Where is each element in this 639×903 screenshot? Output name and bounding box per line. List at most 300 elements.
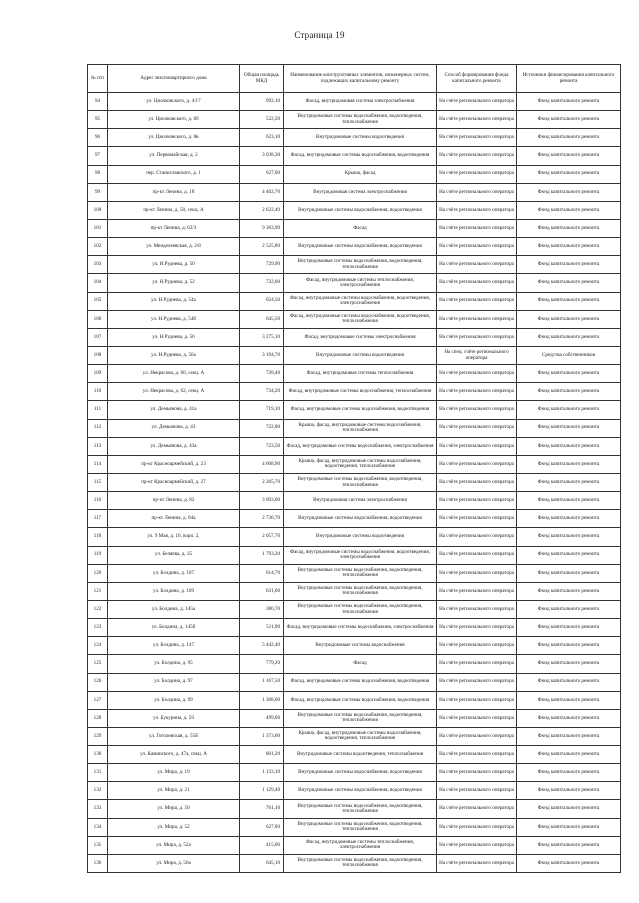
cell-address: ул. Болдина, д. 145а xyxy=(108,600,240,618)
cell-elements: Внутридомовые системы водоснабжения, водоотведения, теплоснабжения xyxy=(284,256,437,274)
cell-elements: Внутридомовые системы водоснабжения, водоотведения, теплоснабжения xyxy=(284,600,437,618)
table-row xyxy=(88,619,621,637)
cell-area: 645,10 xyxy=(240,854,284,872)
table-row xyxy=(88,419,621,437)
cell-address: пр-кт Ленина, д. 82 xyxy=(108,492,240,510)
table-row xyxy=(88,365,621,383)
cell-fund-method: На счёте регионального оператора xyxy=(437,201,517,219)
cell-elements: Внутридомовые системы водоснабжения, водоотведения xyxy=(284,238,437,256)
cell-funding-source: Фонд капитального ремонта xyxy=(517,147,621,165)
cell-funding-source: Фонд капитального ремонта xyxy=(517,437,621,455)
header-area: Общая площадь МКД xyxy=(240,65,284,93)
cell-elements: Фасад, внутридомовые системы электроснабжения xyxy=(284,328,437,346)
cell-elements: Внутридомовые системы водоснабжения, водоотведения, теплоснабжения xyxy=(284,709,437,727)
cell-funding-source: Фонд капитального ремонта xyxy=(517,510,621,528)
cell-funding-source: Фонд капитального ремонта xyxy=(517,782,621,800)
cell-address: пр-кт Красноармейский, д. 27 xyxy=(108,473,240,491)
cell-fund-method: На счёте регионального оператора xyxy=(437,709,517,727)
cell-address: ул. Демьянова, д. 43а xyxy=(108,437,240,455)
cell-area: 5 442,40 xyxy=(240,637,284,655)
cell-address: пер. Станиславского, д. 1 xyxy=(108,165,240,183)
cell-area: 4 608,90 xyxy=(240,455,284,473)
cell-address: ул. Мира, д. 19 xyxy=(108,764,240,782)
cell-area: 801,20 xyxy=(240,746,284,764)
cell-number: 130 xyxy=(88,746,108,764)
cell-address: пр-кт Красноармейский, д. 23 xyxy=(108,455,240,473)
cell-elements: Фасад xyxy=(284,219,437,237)
cell-address: ул. Болдина, д. 107 xyxy=(108,564,240,582)
cell-fund-method: На счёте регионального оператора xyxy=(437,473,517,491)
cell-funding-source: Фонд капитального ремонта xyxy=(517,764,621,782)
cell-fund-method: На счёте регионального оператора xyxy=(437,238,517,256)
cell-number: 132 xyxy=(88,782,108,800)
cell-elements: Фасад, внутридомовые системы водоснабжения, водоотведения xyxy=(284,147,437,165)
cell-funding-source: Фонд капитального ремонта xyxy=(517,201,621,219)
cell-funding-source: Фонд капитального ремонта xyxy=(517,673,621,691)
cell-fund-method: На счёте регионального оператора xyxy=(437,782,517,800)
cell-fund-method: На счёте регионального оператора xyxy=(437,818,517,836)
cell-number: 135 xyxy=(88,836,108,854)
cell-elements: Фасад, внутридомовые системы водоснабжения, водоотведения xyxy=(284,673,437,691)
cell-area: 623,10 xyxy=(240,129,284,147)
cell-address: пр-кт Ленина, д. 18 xyxy=(108,183,240,201)
cell-fund-method: На счёте регионального оператора xyxy=(437,673,517,691)
cell-fund-method: На счёте регионального оператора xyxy=(437,93,517,111)
cell-funding-source: Фонд капитального ремонта xyxy=(517,746,621,764)
table-row xyxy=(88,111,621,129)
table-row xyxy=(88,219,621,237)
cell-number: 124 xyxy=(88,637,108,655)
cell-fund-method: На счёте регионального оператора xyxy=(437,619,517,637)
cell-number: 126 xyxy=(88,673,108,691)
cell-area: 627,80 xyxy=(240,818,284,836)
cell-area: 1 308,60 xyxy=(240,691,284,709)
table-row xyxy=(88,292,621,310)
cell-area: 2 525,80 xyxy=(240,238,284,256)
cell-elements: Крыша, фасад, внутридомовые системы водоснабжения, теплоснабжения xyxy=(284,419,437,437)
cell-funding-source: Фонд капитального ремонта xyxy=(517,854,621,872)
header-elements: Наименование конструктивных элементов, инженерных систем, подлежащих капитальному ремонту xyxy=(284,65,437,93)
cell-elements: Фасад, внутридомовые системы теплоснабжения, электроснабжения xyxy=(284,274,437,292)
cell-funding-source: Фонд капитального ремонта xyxy=(517,383,621,401)
cell-number: 121 xyxy=(88,582,108,600)
cell-funding-source: Фонд капитального ремонта xyxy=(517,219,621,237)
cell-funding-source: Средства собственников xyxy=(517,346,621,364)
table-row xyxy=(88,310,621,328)
cell-fund-method: На счёте регионального оператора xyxy=(437,328,517,346)
cell-area: 779,20 xyxy=(240,655,284,673)
cell-funding-source: Фонд капитального ремонта xyxy=(517,619,621,637)
cell-number: 114 xyxy=(88,455,108,473)
cell-address: ул. Н.Руднева, д. 56 xyxy=(108,328,240,346)
cell-number: 133 xyxy=(88,800,108,818)
cell-elements: Внутридомовые системы водоснабжения, водоотведения, теплоснабжения xyxy=(284,564,437,582)
cell-funding-source: Фонд капитального ремонта xyxy=(517,165,621,183)
cell-fund-method: На счёте регионального оператора xyxy=(437,310,517,328)
cell-elements: Внутридомовая система электроснабжения xyxy=(284,183,437,201)
table-row xyxy=(88,492,621,510)
cell-fund-method: На счёте регионального оператора xyxy=(437,437,517,455)
cell-number: 111 xyxy=(88,401,108,419)
cell-number: 129 xyxy=(88,727,108,745)
cell-address: ул. Циолковского, д. 4/17 xyxy=(108,93,240,111)
cell-elements: Фасад, внутридомовые системы теплоснабжения xyxy=(284,365,437,383)
cell-funding-source: Фонд капитального ремонта xyxy=(517,93,621,111)
cell-number: 127 xyxy=(88,691,108,709)
cell-elements: Крыша, фасад, внутридомовые системы водоснабжения, водоотведения, теплоснабжения xyxy=(284,727,437,745)
cell-fund-method: На счёте регионального оператора xyxy=(437,600,517,618)
cell-address: ул. Каминского, д. 47а, секц. А xyxy=(108,746,240,764)
cell-area: 1 133,10 xyxy=(240,764,284,782)
cell-number: 99 xyxy=(88,183,108,201)
cell-fund-method: На счёте регионального оператора xyxy=(437,655,517,673)
cell-address: ул. Н.Руднева, д. 56а xyxy=(108,346,240,364)
cell-fund-method: На счёте регионального оператора xyxy=(437,274,517,292)
cell-fund-method: На счёте регионального оператора xyxy=(437,401,517,419)
table-row xyxy=(88,746,621,764)
table-row xyxy=(88,147,621,165)
header-number: № п/п xyxy=(88,65,108,93)
table-row xyxy=(88,764,621,782)
cell-address: ул. Н.Руднева, д. 54б xyxy=(108,310,240,328)
cell-number: 103 xyxy=(88,256,108,274)
cell-fund-method: На счёте регионального оператора xyxy=(437,746,517,764)
cell-address: ул. Н.Руднева, д. 50 xyxy=(108,256,240,274)
cell-elements: Фасад, внутридомовые системы водоснабжения, электроснабжения xyxy=(284,437,437,455)
cell-fund-method: На счёте регионального оператора xyxy=(437,528,517,546)
cell-number: 128 xyxy=(88,709,108,727)
cell-fund-method: На счёте регионального оператора xyxy=(437,129,517,147)
cell-elements: Внутридомовые системы водоснабжения xyxy=(284,637,437,655)
table-row xyxy=(88,800,621,818)
repair-table xyxy=(87,64,621,873)
cell-number: 122 xyxy=(88,600,108,618)
cell-elements: Фасад, внутридомовая система электроснабжения xyxy=(284,93,437,111)
cell-address: ул. Некрасова, д. 60, секц. А xyxy=(108,365,240,383)
cell-number: 101 xyxy=(88,219,108,237)
cell-elements: Внутридомовые системы водоснабжения, водоотведения, теплоснабжения xyxy=(284,854,437,872)
cell-funding-source: Фонд капитального ремонта xyxy=(517,473,621,491)
cell-fund-method: На счёте регионального оператора xyxy=(437,691,517,709)
cell-address: ул. Мира, д. 52а xyxy=(108,836,240,854)
cell-area: 3 194,70 xyxy=(240,346,284,364)
cell-address: ул. Букурина, д. 59 xyxy=(108,709,240,727)
cell-area: 2 736,70 xyxy=(240,510,284,528)
cell-funding-source: Фонд капитального ремонта xyxy=(517,582,621,600)
cell-number: 94 xyxy=(88,93,108,111)
cell-elements: Внутридомовые системы водоотведения, теплоснабжения xyxy=(284,746,437,764)
cell-elements: Внутридомовые системы водоснабжения, водоотведения xyxy=(284,201,437,219)
cell-area: 719,10 xyxy=(240,401,284,419)
table-body xyxy=(88,93,621,873)
cell-number: 98 xyxy=(88,165,108,183)
cell-elements: Внутридомовые системы водоснабжения, водоотведения xyxy=(284,510,437,528)
cell-funding-source: Фонд капитального ремонта xyxy=(517,600,621,618)
cell-number: 131 xyxy=(88,764,108,782)
cell-number: 116 xyxy=(88,492,108,510)
cell-fund-method: На счёте регионального оператора xyxy=(437,256,517,274)
cell-fund-method: На счёте регионального оператора xyxy=(437,147,517,165)
cell-area: 722,80 xyxy=(240,419,284,437)
cell-area: 732,60 xyxy=(240,274,284,292)
cell-funding-source: Фонд капитального ремонта xyxy=(517,256,621,274)
cell-address: ул. Циолковского, д. 8б xyxy=(108,111,240,129)
cell-elements: Внутридомовые системы водоотведения xyxy=(284,346,437,364)
cell-address: ул. Н.Руднева, д. 54а xyxy=(108,292,240,310)
cell-fund-method: На счёте регионального оператора xyxy=(437,365,517,383)
table-row xyxy=(88,455,621,473)
cell-funding-source: Фонд капитального ремонта xyxy=(517,328,621,346)
table-row xyxy=(88,528,621,546)
table-row xyxy=(88,129,621,147)
cell-address: ул. Первомайская, д. 2 xyxy=(108,147,240,165)
cell-funding-source: Фонд капитального ремонта xyxy=(517,365,621,383)
cell-area: 499,00 xyxy=(240,709,284,727)
cell-elements: Внутридомовые системы водоотведения xyxy=(284,129,437,147)
cell-elements: Фасад, внутридомовые системы водоснабжения, электроснабжения xyxy=(284,619,437,637)
cell-number: 100 xyxy=(88,201,108,219)
cell-elements: Фасад, внутридомовые системы водоснабжения, водоотведения xyxy=(284,691,437,709)
cell-address: ул. Демьянова, д. 43 xyxy=(108,419,240,437)
cell-area: 614,70 xyxy=(240,564,284,582)
cell-elements: Фасад, внутридомовые системы водоснабжения, теплоснабжения xyxy=(284,383,437,401)
header-fund-method: Способ формирования фонда капитального ремонта xyxy=(437,65,517,93)
cell-number: 123 xyxy=(88,619,108,637)
cell-fund-method: На счёте регионального оператора xyxy=(437,183,517,201)
cell-area: 522,20 xyxy=(240,111,284,129)
table-row xyxy=(88,637,621,655)
cell-fund-method: На счёте регионального оператора xyxy=(437,546,517,564)
cell-area: 4 402,70 xyxy=(240,183,284,201)
cell-fund-method: На счёте регионального оператора xyxy=(437,111,517,129)
cell-address: ул. Мира, д. 56а xyxy=(108,854,240,872)
cell-area: 1 167,50 xyxy=(240,673,284,691)
cell-address: ул. Болдина, д. 145б xyxy=(108,619,240,637)
cell-number: 113 xyxy=(88,437,108,455)
cell-fund-method: На спец. счёте регионального оператора xyxy=(437,346,517,364)
cell-funding-source: Фонд капитального ремонта xyxy=(517,818,621,836)
cell-address: пр-кт Ленина, д. 62/3 xyxy=(108,219,240,237)
cell-elements: Фасад, внутридомовые системы водоснабжения, водоотведения, электроснабжения xyxy=(284,546,437,564)
cell-funding-source: Фонд капитального ремонта xyxy=(517,492,621,510)
cell-fund-method: На счёте регионального оператора xyxy=(437,419,517,437)
table-row xyxy=(88,709,621,727)
cell-funding-source: Фонд капитального ремонта xyxy=(517,655,621,673)
page-title: Страница 19 xyxy=(294,30,345,40)
cell-funding-source: Фонд капитального ремонта xyxy=(517,836,621,854)
cell-fund-method: На счёте регионального оператора xyxy=(437,165,517,183)
cell-address: ул. Менделеевская, д. 2/8 xyxy=(108,238,240,256)
cell-funding-source: Фонд капитального ремонта xyxy=(517,455,621,473)
cell-address: ул. Гоголевская, д. 55Б xyxy=(108,727,240,745)
cell-area: 2 057,70 xyxy=(240,528,284,546)
table-row xyxy=(88,582,621,600)
cell-area: 761,10 xyxy=(240,800,284,818)
cell-address: ул. Мира, д. 21 xyxy=(108,782,240,800)
table-row xyxy=(88,274,621,292)
cell-number: 120 xyxy=(88,564,108,582)
table-row xyxy=(88,691,621,709)
cell-area: 380,70 xyxy=(240,600,284,618)
cell-area: 2 265,70 xyxy=(240,473,284,491)
cell-funding-source: Фонд капитального ремонта xyxy=(517,274,621,292)
cell-funding-source: Фонд капитального ремонта xyxy=(517,310,621,328)
cell-funding-source: Фонд капитального ремонта xyxy=(517,183,621,201)
cell-funding-source: Фонд капитального ремонта xyxy=(517,546,621,564)
cell-funding-source: Фонд капитального ремонта xyxy=(517,401,621,419)
cell-elements: Крыша, фасад, внутридомовые системы водоснабжения, водоотведения, теплоснабжения xyxy=(284,455,437,473)
cell-area: 729,90 xyxy=(240,256,284,274)
cell-number: 104 xyxy=(88,274,108,292)
cell-fund-method: На счёте регионального оператора xyxy=(437,219,517,237)
cell-funding-source: Фонд капитального ремонта xyxy=(517,292,621,310)
table-row xyxy=(88,201,621,219)
cell-address: ул. Болдина, д. 109 xyxy=(108,582,240,600)
cell-area: 734,20 xyxy=(240,383,284,401)
cell-funding-source: Фонд капитального ремонта xyxy=(517,800,621,818)
cell-address: пр-кт Ленина, д. 50, секц. А xyxy=(108,201,240,219)
cell-area: 3 275,10 xyxy=(240,328,284,346)
cell-area: 728,40 xyxy=(240,365,284,383)
cell-number: 125 xyxy=(88,655,108,673)
cell-area: 631,00 xyxy=(240,582,284,600)
cell-number: 105 xyxy=(88,292,108,310)
cell-area: 624,50 xyxy=(240,292,284,310)
table-header-row xyxy=(88,65,621,93)
cell-area: 992,10 xyxy=(240,93,284,111)
table-row xyxy=(88,655,621,673)
cell-funding-source: Фонд капитального ремонта xyxy=(517,419,621,437)
cell-elements: Фасад, внутридомовые системы теплоснабжения, электроснабжения xyxy=(284,836,437,854)
cell-elements: Внутридомовые системы водоснабжения, водоотведения, теплоснабжения xyxy=(284,818,437,836)
cell-elements: Внутридомовые системы водоснабжения, водоотведения, теплоснабжения xyxy=(284,111,437,129)
cell-area: 627,00 xyxy=(240,165,284,183)
cell-fund-method: На счёте регионального оператора xyxy=(437,292,517,310)
cell-area: 1 793,20 xyxy=(240,546,284,564)
cell-fund-method: На счёте регионального оператора xyxy=(437,383,517,401)
cell-address: ул. Беляева, д. 25 xyxy=(108,546,240,564)
cell-area: 723,50 xyxy=(240,437,284,455)
table-row xyxy=(88,473,621,491)
cell-funding-source: Фонд капитального ремонта xyxy=(517,564,621,582)
cell-fund-method: На счёте регионального оператора xyxy=(437,492,517,510)
cell-address: ул. Болдина, д. 147 xyxy=(108,637,240,655)
cell-number: 109 xyxy=(88,365,108,383)
cell-number: 117 xyxy=(88,510,108,528)
table-row xyxy=(88,165,621,183)
cell-fund-method: На счёте регионального оператора xyxy=(437,836,517,854)
table-row xyxy=(88,383,621,401)
cell-address: ул. Некрасова, д. 62, секц. А xyxy=(108,383,240,401)
table-row xyxy=(88,673,621,691)
table-row xyxy=(88,93,621,111)
cell-number: 115 xyxy=(88,473,108,491)
cell-address: ул. Циолковского, д. 8в xyxy=(108,129,240,147)
cell-number: 134 xyxy=(88,818,108,836)
cell-number: 97 xyxy=(88,147,108,165)
cell-funding-source: Фонд капитального ремонта xyxy=(517,129,621,147)
table-row xyxy=(88,437,621,455)
cell-number: 102 xyxy=(88,238,108,256)
cell-fund-method: На счёте регионального оператора xyxy=(437,582,517,600)
cell-area: 415,00 xyxy=(240,836,284,854)
cell-address: ул. Мира, д. 52 xyxy=(108,818,240,836)
table-row xyxy=(88,328,621,346)
cell-fund-method: На счёте регионального оператора xyxy=(437,764,517,782)
cell-elements: Внутридомовая система электроснабжения xyxy=(284,492,437,510)
table-row xyxy=(88,836,621,854)
cell-funding-source: Фонд капитального ремонта xyxy=(517,238,621,256)
table-row xyxy=(88,727,621,745)
cell-address: ул. Мира, д. 50 xyxy=(108,800,240,818)
cell-address: ул. Болдина, д. 99 xyxy=(108,691,240,709)
table-row xyxy=(88,564,621,582)
cell-fund-method: На счёте регионального оператора xyxy=(437,455,517,473)
cell-number: 96 xyxy=(88,129,108,147)
cell-funding-source: Фонд капитального ремонта xyxy=(517,111,621,129)
table-row xyxy=(88,346,621,364)
cell-elements: Крыша, фасад xyxy=(284,165,437,183)
cell-address: ул. Болдина, д. 95 xyxy=(108,655,240,673)
cell-number: 136 xyxy=(88,854,108,872)
table-row xyxy=(88,854,621,872)
cell-number: 108 xyxy=(88,346,108,364)
cell-elements: Внутридомовые системы водоснабжения, водоотведения, теплоснабжения xyxy=(284,800,437,818)
cell-fund-method: На счёте регионального оператора xyxy=(437,727,517,745)
cell-area: 9 363,90 xyxy=(240,219,284,237)
cell-funding-source: Фонд капитального ремонта xyxy=(517,637,621,655)
cell-area: 1 129,40 xyxy=(240,782,284,800)
cell-funding-source: Фонд капитального ремонта xyxy=(517,528,621,546)
cell-elements: Внутридомовые системы водоснабжения, водоотведения xyxy=(284,782,437,800)
cell-area: 1 373,00 xyxy=(240,727,284,745)
cell-fund-method: На счёте регионального оператора xyxy=(437,854,517,872)
cell-elements: Внутридомовые системы водоснабжения, водоотведения, теплоснабжения xyxy=(284,582,437,600)
cell-elements: Внутридомовые системы водоотведения xyxy=(284,528,437,546)
cell-elements: Фасад, внутридомовые системы водоснабжения, водоотведения, электроснабжения xyxy=(284,292,437,310)
header-address: Адрес многоквартирного дома xyxy=(108,65,240,93)
table-row xyxy=(88,401,621,419)
cell-address: ул. Демьянова, д. 41а xyxy=(108,401,240,419)
cell-area: 3 038,30 xyxy=(240,147,284,165)
cell-area: 511,90 xyxy=(240,619,284,637)
cell-funding-source: Фонд капитального ремонта xyxy=(517,709,621,727)
cell-number: 107 xyxy=(88,328,108,346)
table-row xyxy=(88,256,621,274)
cell-number: 118 xyxy=(88,528,108,546)
table-row xyxy=(88,782,621,800)
cell-address: ул. Болдина, д. 97 xyxy=(108,673,240,691)
cell-area: 645,50 xyxy=(240,310,284,328)
cell-number: 110 xyxy=(88,383,108,401)
cell-elements: Фасад, внутридомовые системы водоснабжения, водоотведения xyxy=(284,401,437,419)
table-row xyxy=(88,818,621,836)
cell-elements: Фасад xyxy=(284,655,437,673)
cell-number: 119 xyxy=(88,546,108,564)
cell-address: ул. Н.Руднева, д. 52 xyxy=(108,274,240,292)
cell-fund-method: На счёте регионального оператора xyxy=(437,637,517,655)
header-funding-source: Источники финансирования капитального ремонта xyxy=(517,65,621,93)
cell-area: 3 693,00 xyxy=(240,492,284,510)
cell-address: ул. 9 Мая, д. 16, корп. 2, xyxy=(108,528,240,546)
cell-number: 106 xyxy=(88,310,108,328)
cell-elements: Фасад, внутридомовые системы водоснабжения, водоотведения, теплоснабжения xyxy=(284,310,437,328)
table-row xyxy=(88,238,621,256)
cell-address: пр-кт Ленина, д. 84а xyxy=(108,510,240,528)
cell-number: 112 xyxy=(88,419,108,437)
table-row xyxy=(88,546,621,564)
cell-area: 2 622,40 xyxy=(240,201,284,219)
